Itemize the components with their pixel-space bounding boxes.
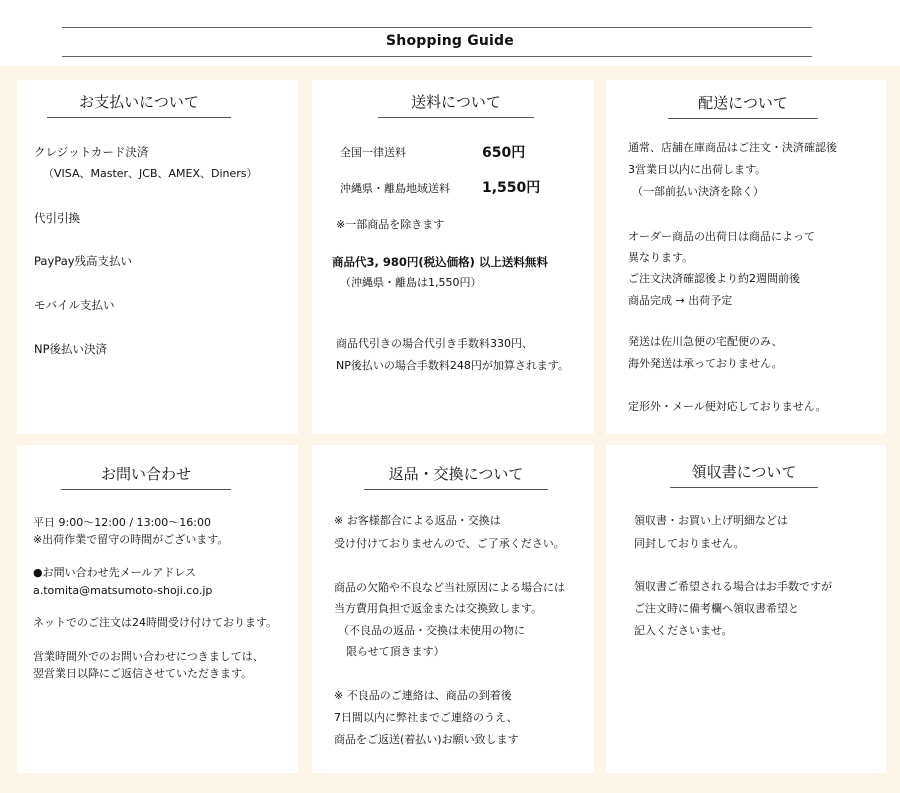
returns-line-3: 商品の欠陥や不良など当社原因による場合には bbox=[334, 581, 565, 594]
okinawa-label: 沖縄県・離島地域送料 bbox=[340, 182, 450, 195]
delivery-title: 配送について bbox=[668, 92, 818, 119]
fee-line-1: 商品代引きの場合代引き手数料330円、 bbox=[336, 337, 533, 350]
returns-line-7: ※ 不良品のご連絡は、商品の到着後 bbox=[334, 689, 512, 702]
delivery-line-1: 通常、店舗在庫商品はご注文・決済確認後 bbox=[628, 141, 837, 154]
delivery-line-5: 異なります。 bbox=[628, 251, 694, 264]
receipt-line-5: 記入くださいませ。 bbox=[634, 624, 733, 637]
returns-line-4: 当方費用負担で返金または交換致します。 bbox=[334, 602, 543, 615]
header-rule-top bbox=[62, 27, 812, 28]
receipt-line-1: 領収書・お買い上げ明細などは bbox=[634, 514, 788, 527]
receipt-panel bbox=[606, 445, 886, 773]
nationwide-label: 全国一律送料 bbox=[340, 146, 406, 159]
delivery-line-2: 3営業日以内に出荷します。 bbox=[628, 163, 767, 176]
returns-line-1: ※ お客様都合による返品・交換は bbox=[334, 514, 501, 527]
delivery-line-8: 発送は佐川急便の宅配便のみ、 bbox=[628, 335, 783, 348]
delivery-line-10: 定形外・メール便対応しておりません。 bbox=[628, 400, 827, 413]
okinawa-price: 1,550円 bbox=[482, 180, 541, 196]
receipt-line-4: ご注文時に備考欄へ領収書希望と bbox=[634, 602, 799, 615]
returns-panel bbox=[312, 445, 594, 773]
returns-line-9: 商品をご返送(着払い)お願い致します bbox=[334, 733, 519, 746]
contact-email-label: ●お問い合わせ先メールアドレス bbox=[33, 566, 197, 579]
shipping-exclude-note: ※一部商品を除きます bbox=[336, 218, 445, 231]
contact-online-order: ネットでのご注文は24時間受け付けております。 bbox=[33, 616, 278, 629]
contact-after-hours-2: 翌営業日以降にご返信させていただきます。 bbox=[33, 667, 253, 680]
payment-credit: クレジットカード決済 bbox=[34, 145, 149, 159]
payment-np: NP後払い決済 bbox=[34, 342, 108, 356]
contact-hours-note: ※出荷作業で留守の時間がございます。 bbox=[33, 533, 229, 546]
payment-panel bbox=[17, 80, 298, 434]
delivery-line-4: オーダー商品の出荷日は商品によって bbox=[628, 230, 815, 243]
returns-line-2: 受け付けておりませんので、ご了承ください。 bbox=[334, 537, 565, 550]
receipt-line-3: 領収書ご希望される場合はお手数ですが bbox=[634, 580, 832, 593]
fee-line-2: NP後払いの場合手数料248円が加算されます。 bbox=[336, 359, 569, 372]
contact-after-hours-1: 営業時間外でのお問い合わせにつきましては、 bbox=[33, 650, 264, 663]
payment-credit-brands: （VISA、Master、JCB、AMEX、Diners） bbox=[43, 167, 258, 180]
contact-email-link[interactable]: a.tomita@matsumoto-shoji.co.jp bbox=[33, 584, 213, 597]
returns-line-5: （不良品の返品・交換は未使用の物に bbox=[338, 624, 525, 637]
returns-line-6: 限らせて頂きます） bbox=[346, 645, 445, 658]
free-shipping-line: 商品代3, 980円(税込価格) 以上送料無料 bbox=[332, 255, 548, 269]
header-rule-bottom bbox=[62, 56, 812, 57]
shipping-fee-title: 送料について bbox=[378, 91, 534, 118]
delivery-line-3: （一部前払い決済を除く） bbox=[632, 185, 764, 198]
contact-panel bbox=[17, 445, 298, 773]
receipt-title: 領収書について bbox=[670, 461, 818, 488]
delivery-panel bbox=[606, 80, 886, 434]
payment-title: お支払いについて bbox=[47, 91, 231, 118]
payment-cod: 代引引換 bbox=[34, 211, 80, 225]
returns-title: 返品・交換について bbox=[364, 463, 548, 490]
payment-mobile: モバイル支払い bbox=[34, 298, 115, 312]
delivery-line-7: 商品完成 → 出荷予定 bbox=[628, 294, 733, 307]
receipt-line-2: 同封しておりません。 bbox=[634, 537, 745, 550]
delivery-line-9: 海外発送は承っておりません。 bbox=[628, 357, 783, 370]
contact-hours: 平日 9:00～12:00 / 13:00～16:00 bbox=[33, 516, 211, 529]
nationwide-price: 650円 bbox=[482, 145, 526, 161]
page-title: Shopping Guide bbox=[386, 33, 514, 49]
delivery-line-6: ご注文決済確認後より約2週間前後 bbox=[628, 272, 800, 285]
shipping-fee-panel bbox=[312, 80, 594, 434]
free-shipping-note: （沖縄県・離島は1,550円） bbox=[340, 276, 482, 289]
returns-line-8: 7日間以内に弊社までご連絡のうえ、 bbox=[334, 711, 518, 724]
payment-paypay: PayPay残高支払い bbox=[34, 254, 133, 268]
guide-header bbox=[0, 0, 900, 66]
contact-title: お問い合わせ bbox=[61, 463, 231, 490]
